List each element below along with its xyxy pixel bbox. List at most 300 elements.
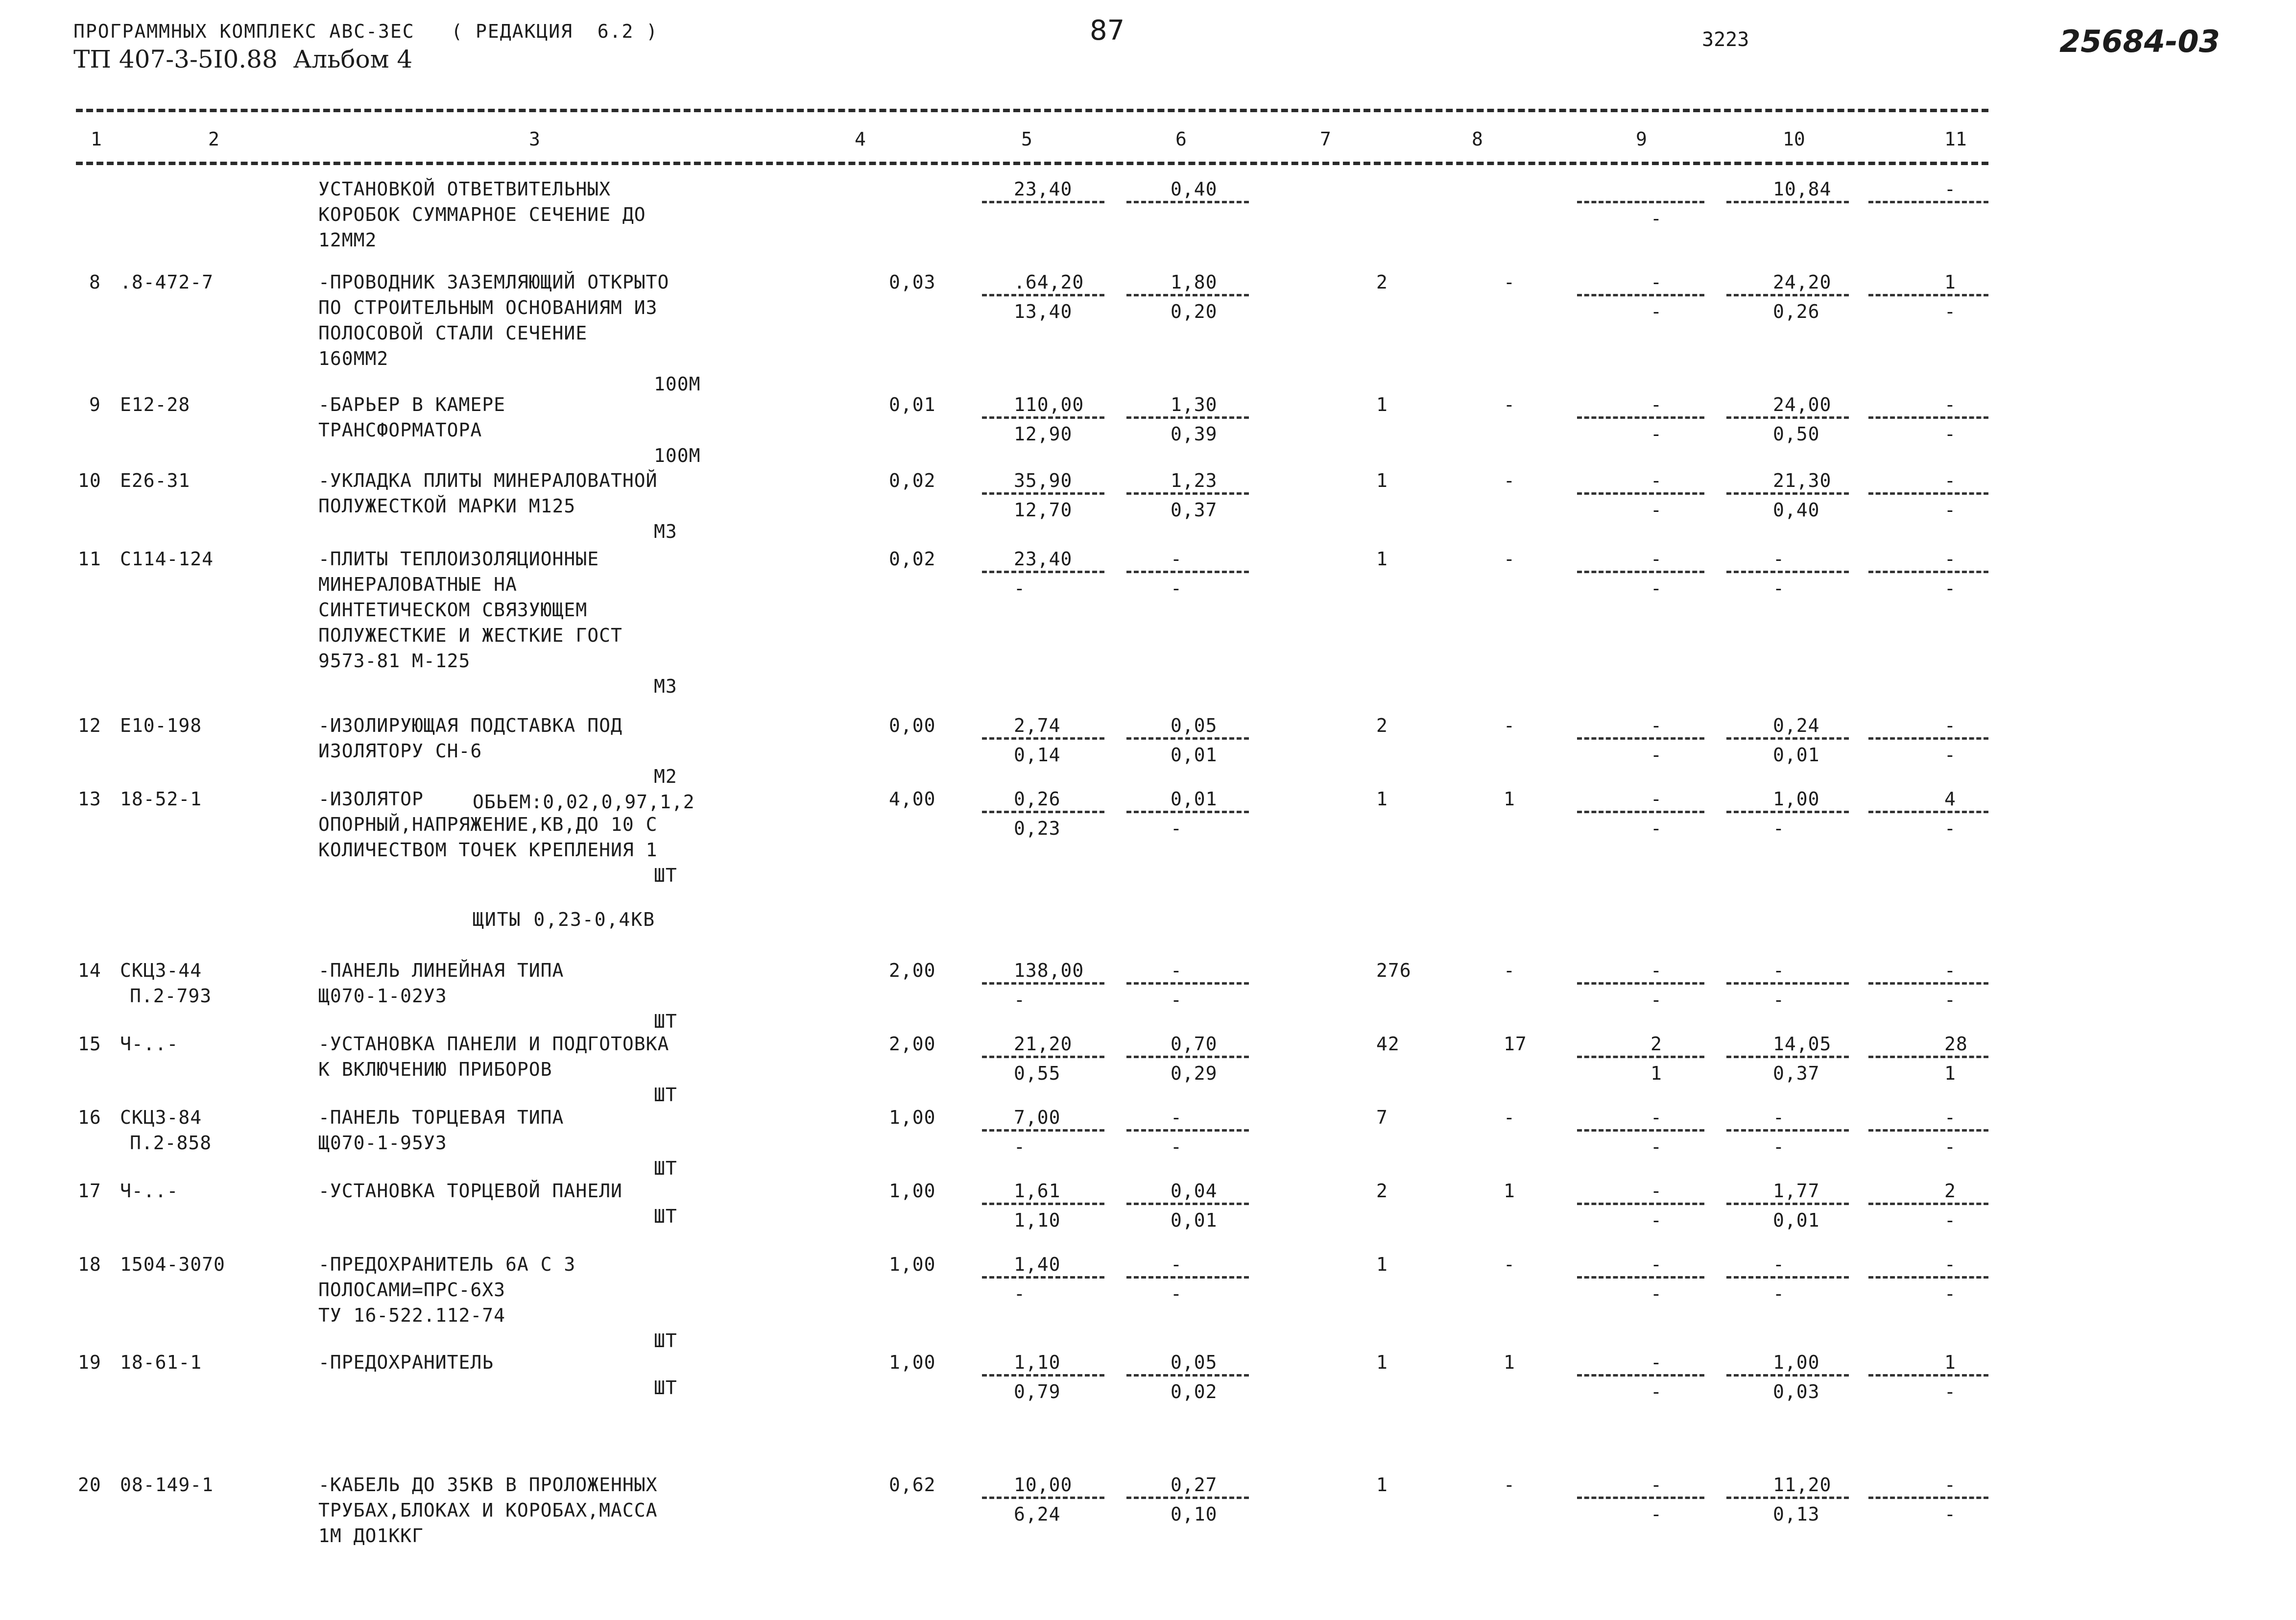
row-code: Е12-28 [120, 394, 191, 415]
row-description-line: ИЗОЛЯТОРУ СН-6 [318, 740, 482, 762]
row-unit: 100М [654, 373, 701, 395]
cell-divider [1577, 982, 1704, 985]
row-code: 08-149-1 [120, 1474, 214, 1496]
row-unit: ШТ [654, 1158, 677, 1179]
row-description-line: 12ММ2 [318, 229, 377, 251]
row-description-line: -ПАНЕЛЬ ТОРЦЕВАЯ ТИПА [318, 1107, 564, 1128]
cell-col5-top: 0,26 [1014, 788, 1061, 810]
document-code: ТП 407-3-5I0.88 Альбом 4 [73, 45, 413, 73]
cell-col11-bottom: - [1944, 578, 1956, 599]
cell-divider [982, 492, 1104, 495]
cell-col11-bottom: - [1944, 1136, 1956, 1158]
page-number: 87 [1090, 15, 1125, 47]
cell-col10-bottom: - [1773, 818, 1785, 839]
cell-col5-top: 7,00 [1014, 1107, 1061, 1128]
row-code: СКЦ3-44 [120, 960, 202, 981]
row-description-line: ТУ 16-522.112-74 [318, 1305, 506, 1326]
cell-col5-bottom: 0,14 [1014, 744, 1061, 766]
cell-col9-top: - [1650, 470, 1662, 491]
cell-col5-top: 1,10 [1014, 1352, 1061, 1373]
cell-col6-top: - [1171, 1254, 1182, 1275]
reference-number: 25684-03 [2059, 24, 2220, 59]
cell-col8: - [1504, 470, 1515, 491]
cell-col6-bottom: 0,01 [1171, 744, 1218, 766]
cell-divider [1577, 201, 1704, 203]
row-description-line: -УСТАНОВКА ТОРЦЕВОЙ ПАНЕЛИ [318, 1180, 622, 1202]
cell-col5-top: 21,20 [1014, 1033, 1073, 1055]
cell-divider [1726, 811, 1849, 813]
cell-col9-top: - [1650, 394, 1662, 415]
cell-col9-top: - [1650, 1107, 1662, 1128]
cell-col11-bottom: - [1944, 423, 1956, 445]
cell-divider [1577, 1056, 1704, 1058]
cell-divider [1577, 737, 1704, 740]
cell-col5-bottom: 0,79 [1014, 1381, 1061, 1402]
row-unit: М2 [654, 766, 677, 787]
cell-divider [1126, 1129, 1249, 1132]
cell-col5-top: 138,00 [1014, 960, 1084, 981]
cell-col6-bottom: - [1171, 1283, 1182, 1305]
column-header-1: 1 [91, 128, 102, 150]
cell-col5-top: 35,90 [1014, 470, 1073, 491]
cell-col8: - [1504, 394, 1515, 415]
row-code: .8-472-7 [120, 271, 214, 293]
cell-col4: 0,00 [889, 715, 936, 736]
cell-col7: 7 [1376, 1107, 1388, 1128]
cell-col6-top: 0,05 [1171, 1352, 1218, 1373]
row-code: 18-52-1 [120, 788, 202, 810]
cell-divider [982, 1374, 1104, 1377]
cell-col9-top: - [1650, 788, 1662, 810]
cell-col10-top: - [1773, 1107, 1785, 1128]
row-number: 12 [78, 715, 101, 736]
cell-col10-top: 24,00 [1773, 394, 1832, 415]
row-number: 16 [78, 1107, 101, 1128]
cell-col9-top: - [1650, 960, 1662, 981]
cell-col11-top: 28 [1944, 1033, 1968, 1055]
row-code: С114-124 [120, 548, 214, 570]
row-description-line: 9573-81 М-125 [318, 650, 471, 672]
cell-divider [982, 201, 1104, 203]
row-unit: ШТ [654, 1011, 677, 1032]
cell-col9-bottom: - [1650, 1503, 1662, 1525]
cell-col5-bottom: 0,55 [1014, 1063, 1061, 1084]
cell-divider [1126, 737, 1249, 740]
cell-col9-bottom: - [1650, 989, 1662, 1011]
cell-col6-top: - [1171, 960, 1182, 981]
cell-col6-top: 1,80 [1171, 271, 1218, 293]
row-description-line: -ПРЕДОХРАНИТЕЛЬ 6А С 3 [318, 1254, 576, 1275]
row-code: 1504-3070 [120, 1254, 225, 1275]
cell-col7: 2 [1376, 1180, 1388, 1202]
cell-col11-bottom: - [1944, 1381, 1956, 1402]
cell-divider [1868, 571, 1988, 573]
cell-col5-top: 1,61 [1014, 1180, 1061, 1202]
cell-col11-top: - [1944, 960, 1956, 981]
row-description-line: -ИЗОЛЯТОР [318, 788, 424, 810]
cell-divider [1126, 294, 1249, 296]
cell-col6-bottom: 0,39 [1171, 423, 1218, 445]
cell-col11-bottom: - [1944, 818, 1956, 839]
cell-divider [1577, 811, 1704, 813]
cell-col10-bottom: 0,01 [1773, 1209, 1820, 1231]
cell-divider [1577, 1276, 1704, 1279]
cell-divider [1868, 811, 1988, 813]
cell-col8: - [1504, 1254, 1515, 1275]
row-description-line: 1М ДО1ККГ [318, 1525, 424, 1547]
section-title: ЩИТЫ 0,23-0,4КВ [473, 909, 656, 930]
row-number: 20 [78, 1474, 101, 1496]
cell-divider [1577, 492, 1704, 495]
row-unit: ШТ [654, 1330, 677, 1352]
cell-col5-bottom: 12,70 [1014, 499, 1073, 521]
row-description-line: ПО СТРОИТЕЛЬНЫМ ОСНОВАНИЯМ ИЗ [318, 297, 658, 318]
cell-col10-top: 1,77 [1773, 1180, 1820, 1202]
cell-col7: 1 [1376, 470, 1388, 491]
cell-col9-top: - [1650, 271, 1662, 293]
row-description-line: -КАБЕЛЬ ДО 35КВ В ПРОЛОЖЕННЫХ [318, 1474, 658, 1496]
row-number: 13 [78, 788, 101, 810]
cell-col11-bottom: - [1944, 1283, 1956, 1305]
cell-col6-bottom: 0,01 [1171, 1209, 1218, 1231]
row-description-line: ПОЛОСОВОЙ СТАЛИ СЕЧЕНИЕ [318, 322, 588, 344]
row-description-line: ПОЛУЖЕСТКОЙ МАРКИ М125 [318, 495, 576, 517]
column-header-11: 11 [1944, 128, 1967, 150]
row-description-line: УСТАНОВКОЙ ОТВЕТВИТЕЛЬНЫХ [318, 178, 611, 200]
column-header-9: 9 [1636, 128, 1647, 150]
cell-col5-bottom: 13,40 [1014, 301, 1073, 322]
cell-col10-top: 1,00 [1773, 788, 1820, 810]
cell-col10-top: 11,20 [1773, 1474, 1832, 1496]
row-unit: ШТ [654, 1206, 677, 1227]
cell-col5-top: 23,40 [1014, 548, 1073, 570]
row-number: 10 [78, 470, 101, 491]
cell-col5-bottom: - [1014, 578, 1026, 599]
cell-divider [982, 1497, 1104, 1499]
row-code: СКЦ3-84 [120, 1107, 202, 1128]
cell-col5-bottom: 0,23 [1014, 818, 1061, 839]
row-description-line: -УКЛАДКА ПЛИТЫ МИНЕРАЛОВАТНОЙ [318, 470, 658, 491]
table-top-rule [76, 109, 1988, 112]
column-header-7: 7 [1320, 128, 1331, 150]
sheet-number: 3223 [1702, 28, 1749, 51]
cell-col4: 4,00 [889, 788, 936, 810]
cell-col9-bottom: - [1650, 1283, 1662, 1305]
cell-col6-bottom: 0,37 [1171, 499, 1218, 521]
cell-divider [1726, 1203, 1849, 1205]
column-header-5: 5 [1021, 128, 1032, 150]
cell-divider [1868, 1203, 1988, 1205]
cell-col6-top: 0,40 [1171, 178, 1218, 200]
cell-col10-bottom: 0,26 [1773, 301, 1820, 322]
cell-divider [982, 982, 1104, 985]
cell-col11-top: 2 [1944, 1180, 1956, 1202]
cell-col8: - [1504, 715, 1515, 736]
cell-col5-bottom: 12,90 [1014, 423, 1073, 445]
cell-divider [1126, 1056, 1249, 1058]
cell-col7: 1 [1376, 548, 1388, 570]
row-unit: М3 [654, 521, 677, 542]
cell-col7: 1 [1376, 788, 1388, 810]
cell-col5-top: 1,40 [1014, 1254, 1061, 1275]
cell-col11-bottom: - [1944, 499, 1956, 521]
cell-divider [1126, 492, 1249, 495]
cell-divider [1126, 416, 1249, 419]
cell-divider [1126, 1203, 1249, 1205]
cell-col9-bottom: - [1650, 1136, 1662, 1158]
row-description-line: КОРОБОК СУММАРНОЕ СЕЧЕНИЕ ДО [318, 204, 646, 225]
cell-divider [1868, 1374, 1988, 1377]
row-description-line: -ИЗОЛИРУЮЩАЯ ПОДСТАВКА ПОД [318, 715, 622, 736]
cell-col10-top: 1,00 [1773, 1352, 1820, 1373]
row-unit: М3 [654, 676, 677, 697]
cell-col7: 2 [1376, 715, 1388, 736]
cell-col5-bottom: - [1014, 1136, 1026, 1158]
cell-col6-top: 0,27 [1171, 1474, 1218, 1496]
row-number: 11 [78, 548, 101, 570]
cell-col10-top: 21,30 [1773, 470, 1832, 491]
row-unit: ШТ [654, 1377, 677, 1399]
row-description-line: 160ММ2 [318, 348, 389, 369]
cell-col4: 0,02 [889, 470, 936, 491]
cell-col10-bottom: - [1773, 578, 1785, 599]
cell-col10-bottom: 0,13 [1773, 1503, 1820, 1525]
column-header-6: 6 [1175, 128, 1187, 150]
cell-col8: - [1504, 548, 1515, 570]
cell-divider [1726, 1129, 1849, 1132]
cell-divider [1868, 737, 1988, 740]
cell-divider [1726, 201, 1849, 203]
cell-divider [1868, 201, 1988, 203]
cell-col5-top: 23,40 [1014, 178, 1073, 200]
cell-col10-top: 24,20 [1773, 271, 1832, 293]
cell-divider [1577, 1203, 1704, 1205]
cell-col4: 1,00 [889, 1254, 936, 1275]
cell-col6-bottom: - [1171, 578, 1182, 599]
row-number: 8 [89, 271, 101, 293]
cell-col4: 0,62 [889, 1474, 936, 1496]
cell-divider [1126, 1497, 1249, 1499]
row-description-line: -ПАНЕЛЬ ЛИНЕЙНАЯ ТИПА [318, 960, 564, 981]
cell-divider [1868, 294, 1988, 296]
cell-col9-top: 2 [1650, 1033, 1662, 1055]
cell-divider [982, 737, 1104, 740]
row-description-line: ОПОРНЫЙ,НАПРЯЖЕНИЕ,КВ,ДО 10 С [318, 814, 658, 835]
cell-col6-bottom: - [1171, 989, 1182, 1011]
row-description-line: -ПЛИТЫ ТЕПЛОИЗОЛЯЦИОННЫЕ [318, 548, 599, 570]
cell-col11-top: - [1944, 715, 1956, 736]
row-description-line: СИНТЕТИЧЕСКОМ СВЯЗУЮЩЕМ [318, 599, 588, 621]
cell-divider [1726, 1276, 1849, 1279]
cell-col5-top: .64,20 [1014, 271, 1084, 293]
cell-col11-bottom: - [1944, 301, 1956, 322]
cell-col4: 1,00 [889, 1107, 936, 1128]
cell-col9-top: - [1650, 1254, 1662, 1275]
row-description-line: Щ070-1-95УЗ [318, 1132, 447, 1154]
cell-col9-bottom: - [1650, 1209, 1662, 1231]
cell-col11-top: - [1944, 1254, 1956, 1275]
cell-col10-top: - [1773, 548, 1785, 570]
cell-col6-top: 0,70 [1171, 1033, 1218, 1055]
cell-col9-bottom: 1 [1650, 1063, 1662, 1084]
cell-col11-top: - [1944, 394, 1956, 415]
row-note: ОБЬЕМ:0,02,0,97,1,2 [473, 791, 695, 813]
cell-divider [1868, 982, 1988, 985]
cell-divider [1577, 416, 1704, 419]
cell-divider [1577, 294, 1704, 296]
cell-col9-top: - [1650, 548, 1662, 570]
cell-divider [1726, 294, 1849, 296]
cell-divider [1726, 571, 1849, 573]
cell-col5-bottom: - [1014, 989, 1026, 1011]
cell-col6-top: 0,01 [1171, 788, 1218, 810]
row-number: 17 [78, 1180, 101, 1202]
row-description-line: МИНЕРАЛОВАТНЫЕ НА [318, 574, 517, 595]
cell-divider [1126, 201, 1249, 203]
cell-col11-bottom: - [1944, 1503, 1956, 1525]
row-description-line: ТРАНСФОРМАТОРА [318, 419, 482, 441]
cell-divider [1126, 1276, 1249, 1279]
cell-col11-bottom: - [1944, 744, 1956, 766]
cell-col6-top: 1,23 [1171, 470, 1218, 491]
cell-divider [982, 1203, 1104, 1205]
table-header-rule [76, 162, 1988, 165]
column-header-3: 3 [529, 128, 540, 150]
cell-col5-top: 110,00 [1014, 394, 1084, 415]
cell-col7: 276 [1376, 960, 1411, 981]
cell-col11-bottom: 1 [1944, 1063, 1956, 1084]
cell-divider [1577, 1497, 1704, 1499]
cell-col10-bottom: 0,37 [1773, 1063, 1820, 1084]
row-unit: 100М [654, 445, 701, 466]
column-header-8: 8 [1472, 128, 1483, 150]
cell-col10-bottom: - [1773, 989, 1785, 1011]
cell-col10-top: - [1773, 960, 1785, 981]
cell-col10-bottom: 0,40 [1773, 499, 1820, 521]
cell-col5-bottom: 6,24 [1014, 1503, 1061, 1525]
cell-col6-bottom: 0,29 [1171, 1063, 1218, 1084]
column-header-2: 2 [208, 128, 219, 150]
row-description-line: -УСТАНОВКА ПАНЕЛИ И ПОДГОТОВКА [318, 1033, 670, 1055]
cell-col10-bottom: 0,03 [1773, 1381, 1820, 1402]
cell-col5-top: 10,00 [1014, 1474, 1073, 1496]
cell-col10-top: 10,84 [1773, 178, 1832, 200]
cell-col6-bottom: 0,10 [1171, 1503, 1218, 1525]
cell-col9-top: - [1650, 1352, 1662, 1373]
row-description-line: К ВКЛЮЧЕНИЮ ПРИБОРОВ [318, 1059, 552, 1080]
cell-col8: - [1504, 1474, 1515, 1496]
row-description-line: ПОЛУЖЕСТКИЕ И ЖЕСТКИЕ ГОСТ [318, 625, 622, 646]
cell-col9-bottom: - [1650, 499, 1662, 521]
cell-divider [1868, 492, 1988, 495]
cell-col10-bottom: - [1773, 1283, 1785, 1305]
cell-col4: 2,00 [889, 1033, 936, 1055]
cell-col10-bottom: 0,01 [1773, 744, 1820, 766]
cell-col9-bottom: - [1650, 208, 1662, 229]
cell-col9-bottom: - [1650, 1381, 1662, 1402]
cell-col11-top: 1 [1944, 1352, 1956, 1373]
cell-col10-bottom: 0,50 [1773, 423, 1820, 445]
cell-col6-bottom: - [1171, 1136, 1182, 1158]
cell-col8: 1 [1504, 788, 1515, 810]
cell-col11-top: - [1944, 178, 1956, 200]
cell-col6-top: 0,05 [1171, 715, 1218, 736]
cell-col8: - [1504, 271, 1515, 293]
cell-col6-top: 0,04 [1171, 1180, 1218, 1202]
row-number: 9 [89, 394, 101, 415]
cell-col11-top: - [1944, 1107, 1956, 1128]
cell-divider [982, 416, 1104, 419]
cell-divider [1726, 737, 1849, 740]
cell-col4: 1,00 [889, 1352, 936, 1373]
cell-divider [1726, 1056, 1849, 1058]
cell-divider [1726, 492, 1849, 495]
cell-col9-bottom: - [1650, 423, 1662, 445]
cell-divider [1868, 1129, 1988, 1132]
cell-divider [1577, 1374, 1704, 1377]
row-unit: ШТ [654, 865, 677, 886]
cell-col11-top: - [1944, 548, 1956, 570]
cell-divider [1868, 1056, 1988, 1058]
row-description-line: ТРУБАХ,БЛОКАХ И КОРОБАХ,МАССА [318, 1499, 658, 1521]
row-code: Ч-..- [120, 1180, 179, 1202]
cell-col11-top: - [1944, 470, 1956, 491]
cell-col5-top: 2,74 [1014, 715, 1061, 736]
cell-col8: 1 [1504, 1180, 1515, 1202]
cell-col5-bottom: - [1014, 1283, 1026, 1305]
column-header-4: 4 [855, 128, 866, 150]
cell-col10-bottom: - [1773, 1136, 1785, 1158]
cell-divider [1126, 811, 1249, 813]
cell-col7: 1 [1376, 1352, 1388, 1373]
cell-col9-bottom: - [1650, 301, 1662, 322]
cell-col6-top: - [1171, 548, 1182, 570]
cell-col8: 1 [1504, 1352, 1515, 1373]
program-title: ПРОГРАММНЫХ КОМПЛЕКС АВС-ЗЕС ( РЕДАКЦИЯ 6.2 ) [73, 21, 659, 42]
row-number: 19 [78, 1352, 101, 1373]
cell-col8: - [1504, 1107, 1515, 1128]
row-number: 18 [78, 1254, 101, 1275]
cell-divider [1126, 571, 1249, 573]
cell-col4: 2,00 [889, 960, 936, 981]
cell-divider [1126, 1374, 1249, 1377]
cell-divider [982, 571, 1104, 573]
row-code-secondary: П.2-793 [130, 985, 212, 1007]
cell-col10-top: 0,24 [1773, 715, 1820, 736]
cell-col9-bottom: - [1650, 578, 1662, 599]
cell-col10-top: - [1773, 1254, 1785, 1275]
row-description-line: КОЛИЧЕСТВОМ ТОЧЕК КРЕПЛЕНИЯ 1 [318, 839, 658, 861]
cell-col11-top: 4 [1944, 788, 1956, 810]
cell-col6-bottom: - [1171, 818, 1182, 839]
cell-col11-bottom: - [1944, 989, 1956, 1011]
column-header-10: 10 [1783, 128, 1805, 150]
cell-col6-top: - [1171, 1107, 1182, 1128]
cell-col9-bottom: - [1650, 744, 1662, 766]
cell-col10-top: 14,05 [1773, 1033, 1832, 1055]
cell-col6-top: 1,30 [1171, 394, 1218, 415]
cell-divider [982, 294, 1104, 296]
cell-divider [1868, 416, 1988, 419]
cell-divider [1868, 1497, 1988, 1499]
cell-divider [982, 1276, 1104, 1279]
cell-col11-top: - [1944, 1474, 1956, 1496]
cell-divider [1726, 1497, 1849, 1499]
row-code: 18-61-1 [120, 1352, 202, 1373]
cell-divider [1726, 1374, 1849, 1377]
cell-divider [1726, 416, 1849, 419]
cell-divider [1868, 1276, 1988, 1279]
